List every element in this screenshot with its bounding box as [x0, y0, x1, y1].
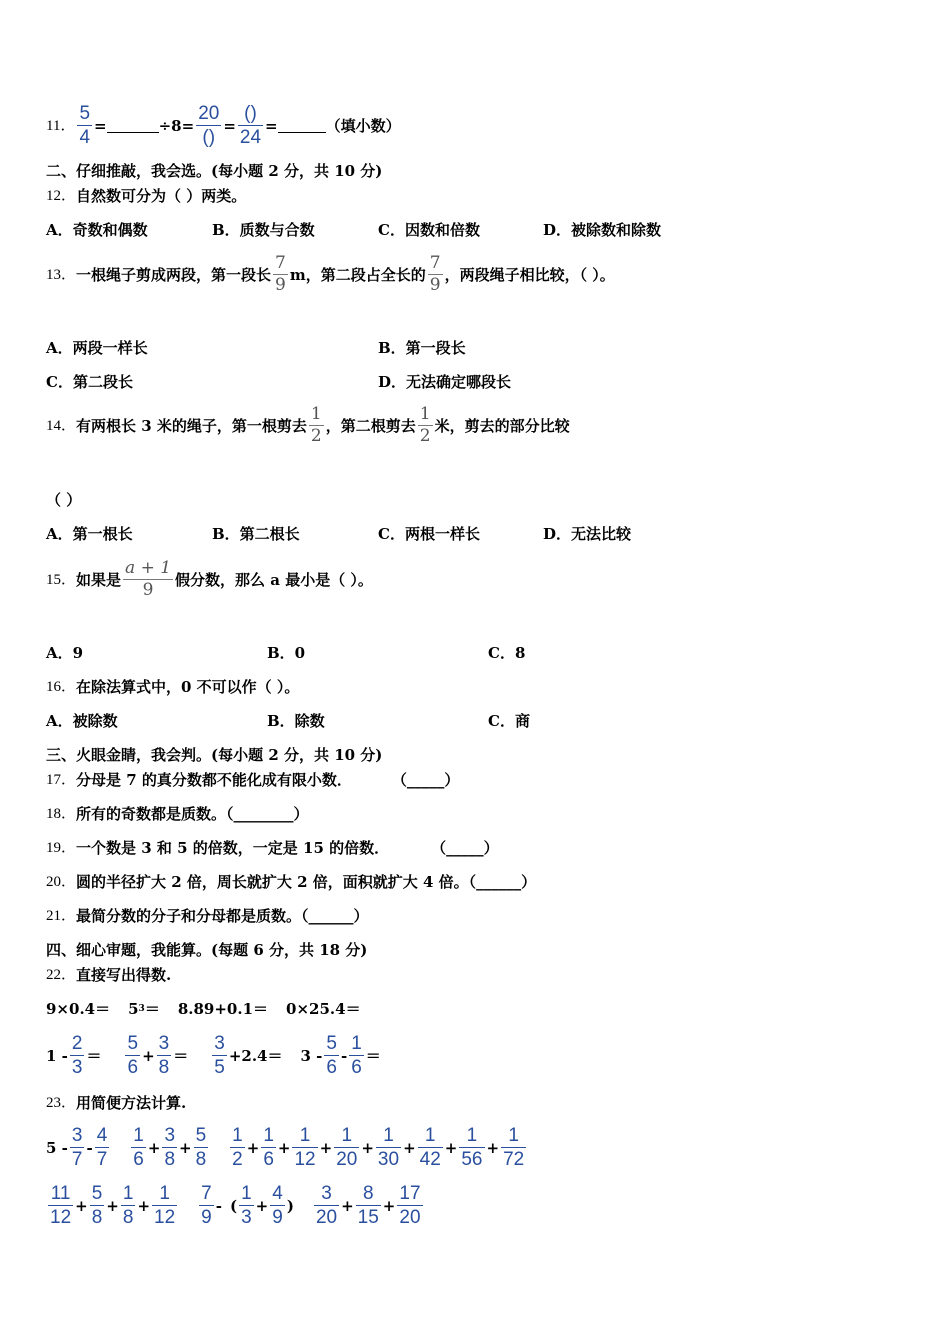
fraction-bar [270, 1205, 285, 1206]
text: 20． [46, 874, 77, 890]
option-c[interactable]: C．商 [488, 712, 530, 730]
text: 最简分数的分子和分母都是质数。（______） [76, 907, 369, 925]
text: 19． [46, 840, 77, 856]
text: 二、仔细推敲，我会选。(每小题 2 分，共 10 分) [46, 162, 383, 180]
denominator: 6 [133, 1149, 144, 1170]
numerator: 7 [429, 253, 441, 273]
fraction-bar [349, 1055, 364, 1056]
fraction-bar [376, 1147, 401, 1148]
text: 自然数可分为（ ）两类。 [76, 187, 247, 205]
text: 15． [46, 571, 77, 588]
question-13 [46, 255, 615, 294]
fraction-bar [48, 1205, 73, 1206]
text: 一根绳子剪成两段，第一段长 [76, 265, 272, 284]
numerator: 20 [198, 103, 220, 124]
numerator: 4 [96, 1125, 108, 1146]
text: 在除法算式中，0 不可以作（ ）。 [76, 678, 300, 696]
text: + [75, 1196, 88, 1215]
option-c[interactable]: C．8 [488, 644, 526, 662]
fraction [90, 1184, 105, 1227]
numerator: 1 [232, 1125, 243, 1146]
denominator: 9 [142, 580, 154, 600]
text: = [265, 116, 278, 135]
numerator: () [244, 103, 257, 124]
fraction [212, 1034, 227, 1077]
text: + [179, 1138, 192, 1157]
option-c[interactable]: C．第二段长 [46, 373, 133, 391]
option-a[interactable]: A．第一根长 [46, 525, 133, 543]
text: 17． [46, 772, 77, 788]
numerator: 1 [241, 1183, 252, 1204]
denominator: 15 [357, 1207, 379, 1228]
fraction [70, 1034, 85, 1077]
fraction-bar [121, 1205, 136, 1206]
denominator: 4 [79, 127, 91, 148]
q22-row-1 [46, 999, 361, 1019]
text: + [486, 1138, 500, 1157]
question-14 [46, 406, 570, 445]
q23-row-2 [46, 1184, 425, 1227]
fraction [77, 104, 92, 147]
fraction-bar [418, 1147, 443, 1148]
text: +2.4＝ [228, 1046, 283, 1065]
fraction [157, 1034, 172, 1077]
fraction-bar [194, 1147, 209, 1148]
text: ＝ [86, 1046, 102, 1065]
text: （_____） [431, 839, 499, 857]
text: ＝ [144, 1000, 160, 1018]
fraction [428, 255, 443, 294]
fraction [196, 104, 221, 147]
option-d[interactable]: D．被除数和除数 [543, 221, 662, 239]
text: + [403, 1138, 416, 1157]
numerator: 1 [508, 1125, 519, 1146]
text: 12． [46, 188, 77, 204]
fraction-bar [70, 1055, 85, 1056]
text: 3 [138, 1004, 145, 1014]
text: + [361, 1138, 374, 1157]
fraction [292, 1126, 317, 1169]
fraction [459, 1126, 484, 1169]
option-a[interactable]: A．两段一样长 [46, 339, 148, 357]
fraction [48, 1184, 73, 1227]
text: 一个数是 3 和 5 的倍数，一定是 15 的倍数． [76, 839, 390, 857]
fraction [125, 1034, 140, 1077]
fraction-bar [95, 1147, 110, 1148]
denominator: 20 [315, 1207, 338, 1228]
text: ，第二根剪去 [325, 416, 416, 435]
numerator: 1 [122, 1183, 134, 1204]
text: ＝ [173, 1046, 189, 1065]
text: = [94, 116, 107, 135]
text: + [106, 1196, 119, 1215]
fraction [270, 1184, 285, 1227]
denominator: 7 [96, 1149, 108, 1170]
text: 5 - [46, 1138, 68, 1157]
text: 21． [46, 908, 77, 924]
question-23 [46, 1093, 186, 1113]
option-b[interactable]: B．第一段长 [378, 339, 466, 357]
fraction [194, 1126, 209, 1169]
text: ÷8= [158, 116, 195, 135]
numerator: 3 [71, 1125, 83, 1146]
text: + [444, 1138, 458, 1157]
text: 1 - [46, 1046, 68, 1065]
denominator: 9 [275, 275, 286, 295]
fraction-bar [90, 1205, 105, 1206]
denominator: 8 [91, 1207, 103, 1228]
fraction-bar [292, 1147, 317, 1148]
numerator: 1 [159, 1183, 170, 1204]
section-heading-2 [46, 161, 382, 181]
numerator: 5 [326, 1033, 337, 1054]
fraction [70, 1126, 85, 1169]
fraction-bar [459, 1147, 484, 1148]
option-b[interactable]: B．除数 [267, 712, 325, 730]
numerator: 7 [275, 253, 286, 273]
fraction-bar [261, 1147, 276, 1148]
text: + [255, 1196, 269, 1215]
denominator: 3 [241, 1207, 252, 1228]
question-22 [46, 965, 171, 985]
text: 分母是 7 的真分数都不能化成有限小数． [76, 771, 352, 789]
fraction-bar [314, 1205, 339, 1206]
fraction [230, 1126, 245, 1169]
denominator: 6 [263, 1149, 274, 1170]
option-a[interactable]: A．9 [46, 644, 84, 662]
text: 23． [46, 1095, 77, 1111]
fraction-bar [125, 1055, 140, 1056]
denominator: 7 [71, 1149, 83, 1170]
text: 16． [46, 679, 77, 695]
text: 9×0.4＝ [46, 1000, 111, 1018]
text: 有两根长 3 米的绳子，第一根剪去 [76, 416, 307, 435]
numerator: 5 [127, 1033, 139, 1054]
answer-blank[interactable] [107, 118, 159, 133]
text: （_____） [391, 771, 460, 789]
denominator: 5 [214, 1057, 225, 1078]
text: 18． [46, 806, 77, 822]
text: + [341, 1196, 354, 1215]
question-11 [46, 104, 401, 147]
text: 米，剪去的部分比较 [434, 416, 570, 435]
text: - [340, 1046, 348, 1065]
numerator: 17 [399, 1183, 421, 1204]
fraction-bar [131, 1147, 146, 1148]
option-c[interactable]: C．因数和倍数 [378, 221, 480, 239]
option-d[interactable]: D．无法比较 [543, 525, 632, 543]
text: + [142, 1046, 155, 1065]
section-heading-4 [46, 940, 367, 960]
fraction [199, 1184, 214, 1227]
numerator: 1 [383, 1125, 394, 1146]
option-a[interactable]: A．奇数和偶数 [46, 221, 148, 239]
text: 如果是 [76, 570, 122, 589]
option-a[interactable]: A．被除数 [46, 712, 118, 730]
denominator: 2 [310, 426, 322, 446]
text: 三、火眼金睛，我会判。(每小题 2 分，共 10 分) [46, 746, 383, 764]
text: + [319, 1138, 333, 1157]
denominator: () [202, 127, 216, 148]
fraction [95, 1126, 110, 1169]
denominator: 12 [50, 1207, 72, 1228]
question-18 [46, 804, 309, 824]
numerator: 1 [310, 404, 322, 424]
text: 3 - [300, 1046, 323, 1065]
numerator: 3 [158, 1033, 170, 1054]
fraction [239, 1184, 254, 1227]
text: + [277, 1138, 291, 1157]
denominator: 42 [419, 1149, 441, 1170]
text: 8.89+0.1＝ [177, 1000, 269, 1018]
answer-paren [46, 490, 81, 510]
fraction-bar [501, 1147, 526, 1148]
numerator: 7 [201, 1183, 212, 1204]
fraction-bar [238, 125, 263, 126]
fraction [152, 1184, 177, 1227]
fraction-bar [212, 1055, 227, 1056]
text: - [215, 1196, 222, 1215]
fraction [324, 1034, 339, 1077]
numerator: 1 [263, 1125, 274, 1146]
numerator: 3 [214, 1033, 225, 1054]
text: 四、细心审题，我能算。(每题 6 分，共 18 分) [46, 941, 368, 959]
question-15 [46, 560, 373, 599]
text: 0×25.4＝ [286, 1000, 361, 1018]
question-19 [46, 838, 499, 858]
text: 13． [46, 266, 77, 283]
denominator: 9 [272, 1207, 283, 1228]
denominator: 6 [127, 1057, 139, 1078]
numerator: 1 [133, 1125, 144, 1146]
fraction-bar [199, 1205, 214, 1206]
question-17 [46, 770, 459, 790]
text: ＝ [365, 1046, 381, 1065]
fraction-bar [152, 1205, 177, 1206]
numerator: a + 1 [125, 558, 172, 578]
numerator: 1 [424, 1125, 436, 1146]
option-b[interactable]: B．第二根长 [212, 525, 300, 543]
numerator: 4 [272, 1183, 283, 1204]
denominator: 72 [503, 1149, 525, 1170]
section-heading-3 [46, 745, 382, 765]
q23-row-1 [46, 1126, 528, 1169]
numerator: 8 [362, 1183, 374, 1204]
fraction-bar [162, 1147, 177, 1148]
fraction [121, 1184, 136, 1227]
denominator: 6 [351, 1057, 362, 1078]
denominator: 2 [232, 1149, 243, 1170]
fraction [376, 1126, 401, 1169]
fraction [123, 560, 173, 599]
numerator: 1 [299, 1125, 311, 1146]
fraction [397, 1184, 422, 1227]
numerator: 3 [321, 1183, 332, 1204]
denominator: 6 [326, 1057, 337, 1078]
numerator: 2 [71, 1033, 83, 1054]
fraction [309, 406, 324, 445]
denominator: 8 [158, 1057, 170, 1078]
text: + [246, 1138, 260, 1157]
text: + [137, 1196, 151, 1215]
option-b[interactable]: B．0 [267, 644, 306, 662]
text: 圆的半径扩大 2 倍，周长就扩大 2 倍，面积就扩大 4 倍。（______） [76, 873, 537, 891]
text: ) [286, 1196, 294, 1215]
denominator: 3 [71, 1057, 83, 1078]
question-21 [46, 906, 369, 926]
numerator: 1 [341, 1125, 353, 1146]
text: = [223, 116, 236, 135]
numerator: 3 [164, 1125, 176, 1146]
fraction-bar [157, 1055, 172, 1056]
text: - [86, 1138, 93, 1157]
question-20 [46, 872, 536, 892]
text: 5 [128, 1000, 139, 1018]
denominator: 24 [239, 127, 262, 148]
numerator: 1 [466, 1125, 478, 1146]
option-c[interactable]: C．两根一样长 [378, 525, 480, 543]
fraction-bar [397, 1205, 422, 1206]
fraction [162, 1126, 177, 1169]
text: 用简便方法计算. [76, 1094, 187, 1112]
denominator: 2 [419, 426, 431, 446]
text: m，第二段占全长的 [289, 265, 426, 284]
text: 14． [46, 417, 77, 434]
fraction [314, 1184, 339, 1227]
numerator: 5 [195, 1125, 207, 1146]
fraction [334, 1126, 359, 1169]
text: 22． [46, 967, 77, 983]
answer-blank[interactable] [278, 118, 326, 133]
denominator: 20 [336, 1149, 358, 1170]
question-12 [46, 186, 246, 206]
fraction-bar [324, 1055, 339, 1056]
question-16 [46, 677, 299, 697]
text: （ ） [46, 491, 82, 509]
text: 所有的奇数都是质数。（________） [76, 805, 309, 823]
fraction-bar [334, 1147, 359, 1148]
fraction [501, 1126, 526, 1169]
denominator: 30 [377, 1149, 400, 1170]
fraction-bar [230, 1147, 245, 1148]
numerator: 1 [351, 1033, 362, 1054]
numerator: 11 [50, 1183, 71, 1204]
fraction [418, 1126, 443, 1169]
fraction-bar [239, 1205, 254, 1206]
fraction-bar [70, 1147, 85, 1148]
denominator: 12 [294, 1149, 316, 1170]
denominator: 9 [201, 1207, 212, 1228]
fraction [356, 1184, 381, 1227]
text: + [382, 1196, 396, 1215]
fraction [273, 255, 288, 294]
text: （填小数） [325, 116, 401, 135]
option-b[interactable]: B．质数与合数 [212, 221, 315, 239]
q22-row-2 [46, 1034, 381, 1077]
text: 11． [46, 117, 76, 134]
denominator: 8 [164, 1149, 176, 1170]
denominator: 12 [154, 1207, 176, 1228]
option-d[interactable]: D．无法确定哪段长 [378, 373, 512, 391]
fraction [238, 104, 263, 147]
fraction [418, 406, 433, 445]
text: + [147, 1138, 161, 1157]
text: ( [229, 1196, 238, 1215]
denominator: 8 [195, 1149, 207, 1170]
numerator: 1 [419, 404, 431, 424]
denominator: 9 [429, 275, 441, 295]
denominator: 20 [399, 1207, 421, 1228]
fraction [349, 1034, 364, 1077]
denominator: 56 [461, 1149, 483, 1170]
fraction-bar [356, 1205, 381, 1206]
fraction-bar [196, 125, 221, 126]
text: ，两段绳子相比较，（ ）。 [444, 265, 615, 284]
fraction [131, 1126, 146, 1169]
numerator: 5 [79, 103, 91, 124]
fraction-bar [77, 125, 92, 126]
numerator: 5 [91, 1183, 103, 1204]
text: 假分数，那么 a 最小是（ ）。 [175, 570, 373, 589]
denominator: 8 [122, 1207, 134, 1228]
text: 直接写出得数. [76, 966, 172, 984]
fraction [261, 1126, 276, 1169]
